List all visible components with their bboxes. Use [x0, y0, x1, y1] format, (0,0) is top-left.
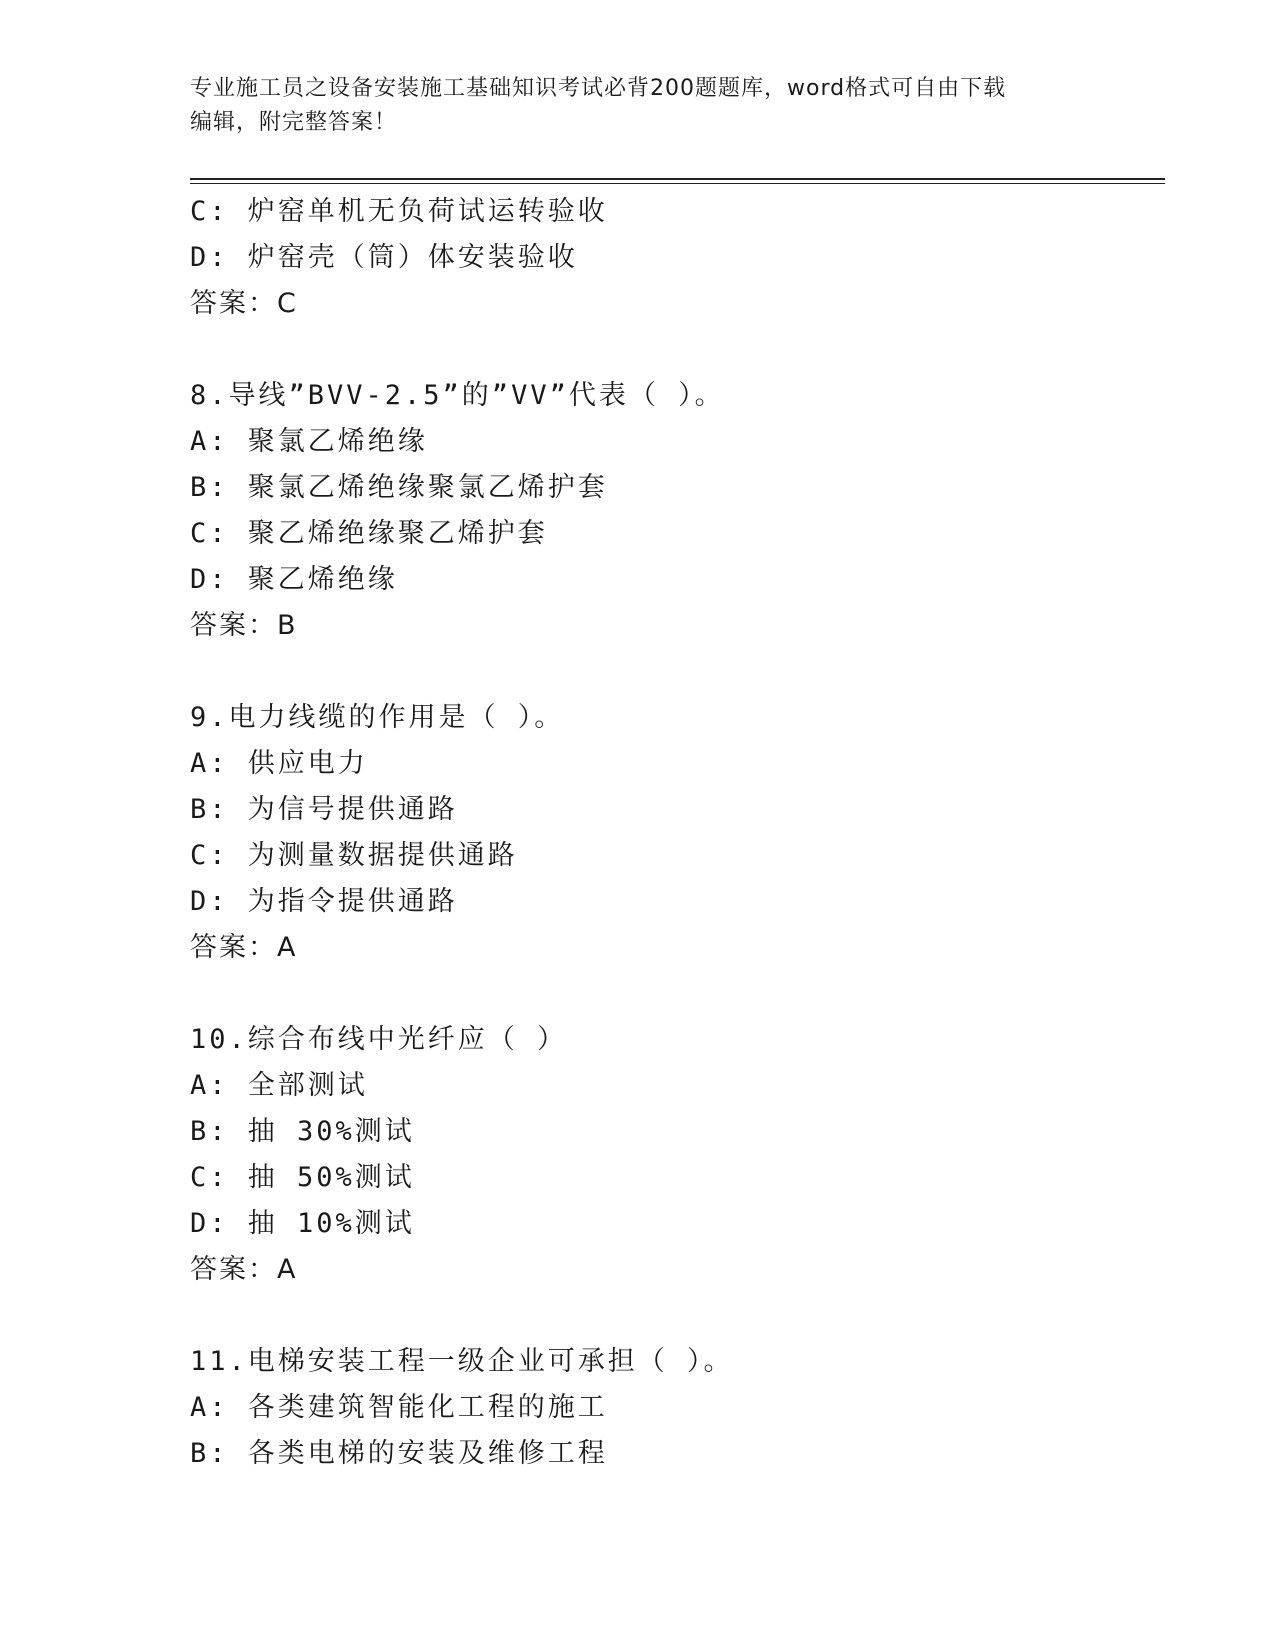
answer: 答案：C [190, 288, 298, 319]
question-stem: 8.导线”BVV-2.5”的”VV”代表（ ）。 [190, 380, 725, 411]
option-a: A: 全部测试 [190, 1070, 368, 1101]
option-d: D: 炉窑壳（筒）体安装验收 [190, 242, 578, 273]
option-d: D: 抽 10%测试 [190, 1208, 415, 1239]
question-stem: 11.电梯安装工程一级企业可承担（ ）。 [190, 1346, 734, 1377]
spacer [190, 327, 1165, 373]
option-a: A: 供应电力 [190, 748, 368, 779]
option-a: A: 各类建筑智能化工程的施工 [190, 1392, 608, 1423]
question-9 [190, 695, 1165, 971]
header-rule-thick [190, 178, 1165, 180]
option-d: D: 为指令提供通路 [190, 886, 458, 917]
header-line-2: 编辑，附完整答案！ [190, 110, 398, 135]
question-stem: 9.电力线缆的作用是（ ）。 [190, 702, 565, 733]
option-c: C: 炉窑单机无负荷试运转验收 [190, 196, 608, 227]
option-b: B: 为信号提供通路 [190, 794, 458, 825]
document-header [190, 72, 1090, 140]
option-b: B: 聚氯乙烯绝缘聚氯乙烯护套 [190, 472, 608, 503]
option-c: C: 为测量数据提供通路 [190, 840, 518, 871]
header-rule-thin [190, 183, 1165, 184]
option-c: C: 聚乙烯绝缘聚乙烯护套 [190, 518, 548, 549]
answer: 答案：B [190, 610, 298, 641]
header-line-1: 专业施工员之设备安装施工基础知识考试必背200题题库，word格式可自由下载 [190, 76, 1007, 101]
question-11 [190, 1339, 1165, 1477]
option-c: C: 抽 50%测试 [190, 1162, 415, 1193]
spacer [190, 1293, 1165, 1339]
document-body [190, 189, 1165, 1477]
spacer [190, 649, 1165, 695]
option-b: B: 抽 30%测试 [190, 1116, 415, 1147]
option-d: D: 聚乙烯绝缘 [190, 564, 398, 595]
option-a: A: 聚氯乙烯绝缘 [190, 426, 428, 457]
question-7-partial [190, 189, 1165, 327]
question-8 [190, 373, 1165, 649]
answer: 答案：A [190, 1254, 298, 1285]
answer: 答案：A [190, 932, 298, 963]
option-b: B: 各类电梯的安装及维修工程 [190, 1438, 608, 1469]
spacer [190, 971, 1165, 1017]
question-10 [190, 1017, 1165, 1293]
question-stem: 10.综合布线中光纤应（ ） [190, 1024, 568, 1055]
